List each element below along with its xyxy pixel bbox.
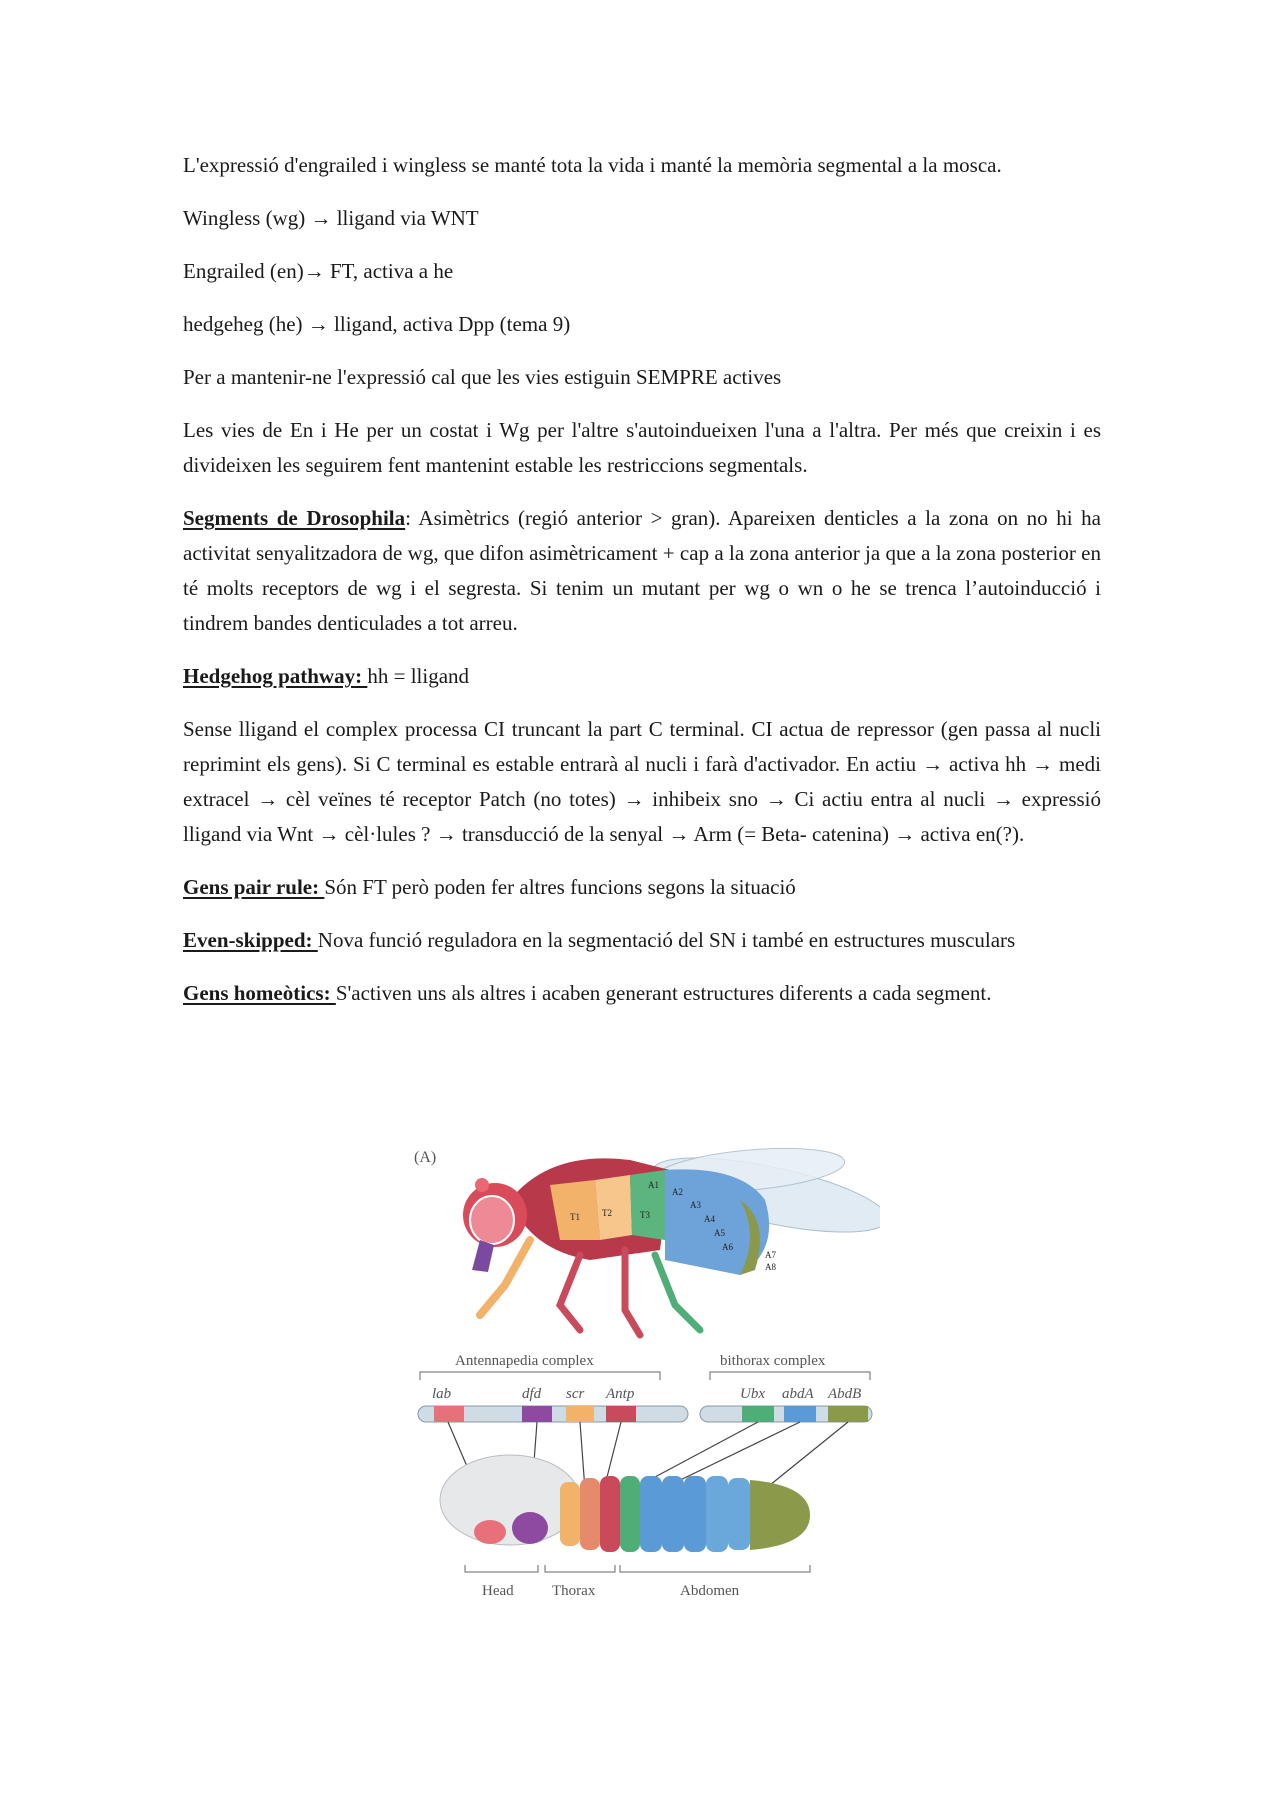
embryo-segment-abda xyxy=(728,1478,750,1550)
paragraph-5: Per a mantenir-ne l'expressió cal que les vies estiguin SEMPRE actives xyxy=(183,365,782,389)
panel-label: (A) xyxy=(414,1149,437,1166)
gene-block-antp xyxy=(606,1406,636,1422)
gene-labels xyxy=(432,1386,861,1402)
antennapedia-complex-label: Antennapedia complex xyxy=(455,1353,594,1369)
antenna-icon xyxy=(475,1178,489,1192)
paragraph-2: Wingless (wg) → lligand via WNT xyxy=(183,206,479,230)
mouthpart-icon xyxy=(472,1240,494,1272)
gene-label-abda: abdA xyxy=(782,1386,814,1402)
thorax-brace xyxy=(545,1565,615,1572)
gene-block-lab xyxy=(434,1406,464,1422)
thorax-segment-t2 xyxy=(595,1175,632,1240)
embryo-segment-ubx xyxy=(620,1476,640,1552)
heading-segments: Segments de Drosophila xyxy=(183,506,406,530)
leg-icon xyxy=(655,1255,700,1330)
homeotic-genes-figure xyxy=(410,1140,880,1640)
region-label-thorax: Thorax xyxy=(552,1583,596,1599)
gene-label-ubx: Ubx xyxy=(740,1386,765,1402)
paragraph-hedgehog: Hedgehog pathway: hh = lligand xyxy=(183,664,470,688)
segment-label: A1 xyxy=(648,1180,659,1190)
paragraph-6: Les vies de En i He per un costat i Wg per l'altre s'autoindueixen l'una a l'altra. Per més que creixin i es divideixen les seguirem fent mantenint estable les restriccions segmentals. xyxy=(183,418,1101,477)
leg-icon xyxy=(560,1255,580,1330)
fly-hox-illustration xyxy=(410,1140,880,1640)
abdomen-brace xyxy=(620,1565,810,1572)
paragraph-4: hedgeheg (he) → lligand, activa Dpp (tema 9) xyxy=(183,312,571,336)
gene-block-scr xyxy=(566,1406,594,1422)
embryo-segment-abda xyxy=(684,1476,706,1552)
compound-eye-icon xyxy=(470,1196,514,1244)
leg-icon xyxy=(625,1250,640,1335)
paragraph-homeotic: Gens homeòtics: S'activen uns als altres i acaben generant estructures diferents a cada segment. xyxy=(183,981,992,1005)
embryo-segment-antp xyxy=(600,1476,620,1552)
gene-label-scr: scr xyxy=(566,1386,585,1402)
segment-label: A2 xyxy=(672,1187,683,1197)
paragraph-drosophila-segments: Segments de Drosophila: Asimètrics (regió anterior > gran). Apareixen denticles a la zona on no hi ha activitat senyalitzadora de wg, que difon asimètricament + cap a la zona anterior ja que a la zona posterior en té molts receptors de wg i el segresta. Si tenim un mutant per wg o wn o he se trenca l’autoinducció i tindrem bandes denticulades a tot arreu. xyxy=(183,506,1101,635)
embryo-segment-abdb xyxy=(750,1480,810,1550)
embryo-segment-t2 xyxy=(580,1478,600,1550)
embryo-segment-abda xyxy=(706,1476,728,1552)
segment-label: T2 xyxy=(602,1208,612,1218)
segment-label: A4 xyxy=(704,1214,715,1224)
embryo-segment-abda xyxy=(640,1476,662,1552)
embryo-segment-lab xyxy=(474,1520,506,1544)
document-body xyxy=(183,148,1101,1029)
gene-label-abdb: AbdB xyxy=(828,1386,862,1402)
antennapedia-brace xyxy=(420,1372,660,1380)
embryo-segment-dfd xyxy=(512,1512,548,1544)
segment-label: A6 xyxy=(722,1242,733,1252)
gene-label-antp: Antp xyxy=(606,1386,635,1402)
segment-label: T3 xyxy=(640,1210,650,1220)
gene-block-ubx xyxy=(742,1406,774,1422)
paragraph-even-skipped: Even-skipped: Nova funció reguladora en la segmentació del SN i també en estructures musculars xyxy=(183,928,1016,952)
gene-block-abdb xyxy=(828,1406,868,1422)
heading-hedgehog: Hedgehog pathway: xyxy=(183,664,368,688)
heading-pair-rule: Gens pair rule: xyxy=(183,875,325,899)
gene-label-dfd: dfd xyxy=(522,1386,542,1402)
bithorax-brace xyxy=(710,1372,870,1380)
heading-even-skipped: Even-skipped: xyxy=(183,928,318,952)
region-label-abdomen: Abdomen xyxy=(680,1583,740,1599)
paragraph-pair-rule: Gens pair rule: Són FT però poden fer altres funcions segons la situació xyxy=(183,875,796,899)
segment-label: A7 xyxy=(765,1250,776,1260)
bithorax-complex-label: bithorax complex xyxy=(720,1353,826,1369)
region-label-head: Head xyxy=(482,1583,514,1599)
gene-block-dfd xyxy=(522,1406,552,1422)
paragraph-pathway: Sense lligand el complex processa CI truncant la part C terminal. CI actua de repressor (gen passa al nucli reprimint els gens). Si C terminal es estable entrarà al nucli i farà d'activador. En actiu → activa hh → medi extracel → cèl veïnes té receptor Patch (no totes) → inhibeix sno → Ci actiu entra al nucli → expressió lligand via Wnt → cèl·lules ? → transducció de la senyal → Arm (= Beta- catenina) → activa en(?). xyxy=(183,717,1101,846)
segment-label: T1 xyxy=(570,1212,580,1222)
paragraph-3: Engrailed (en)→ FT, activa a he xyxy=(183,259,454,283)
gene-block-abda xyxy=(784,1406,816,1422)
head-brace xyxy=(465,1565,538,1572)
segment-label: A5 xyxy=(714,1228,725,1238)
paragraph-1: L'expressió d'engrailed i wingless se manté tota la vida i manté la memòria segmental a la mosca. xyxy=(183,153,1002,177)
gene-label-lab: lab xyxy=(432,1386,452,1402)
embryo-segment-abda xyxy=(662,1476,684,1552)
heading-homeotic: Gens homeòtics: xyxy=(183,981,336,1005)
segment-label: A3 xyxy=(690,1200,701,1210)
embryo-segment-scr xyxy=(560,1482,580,1546)
segment-label: A8 xyxy=(765,1262,776,1272)
embryo-head-region xyxy=(440,1455,580,1545)
